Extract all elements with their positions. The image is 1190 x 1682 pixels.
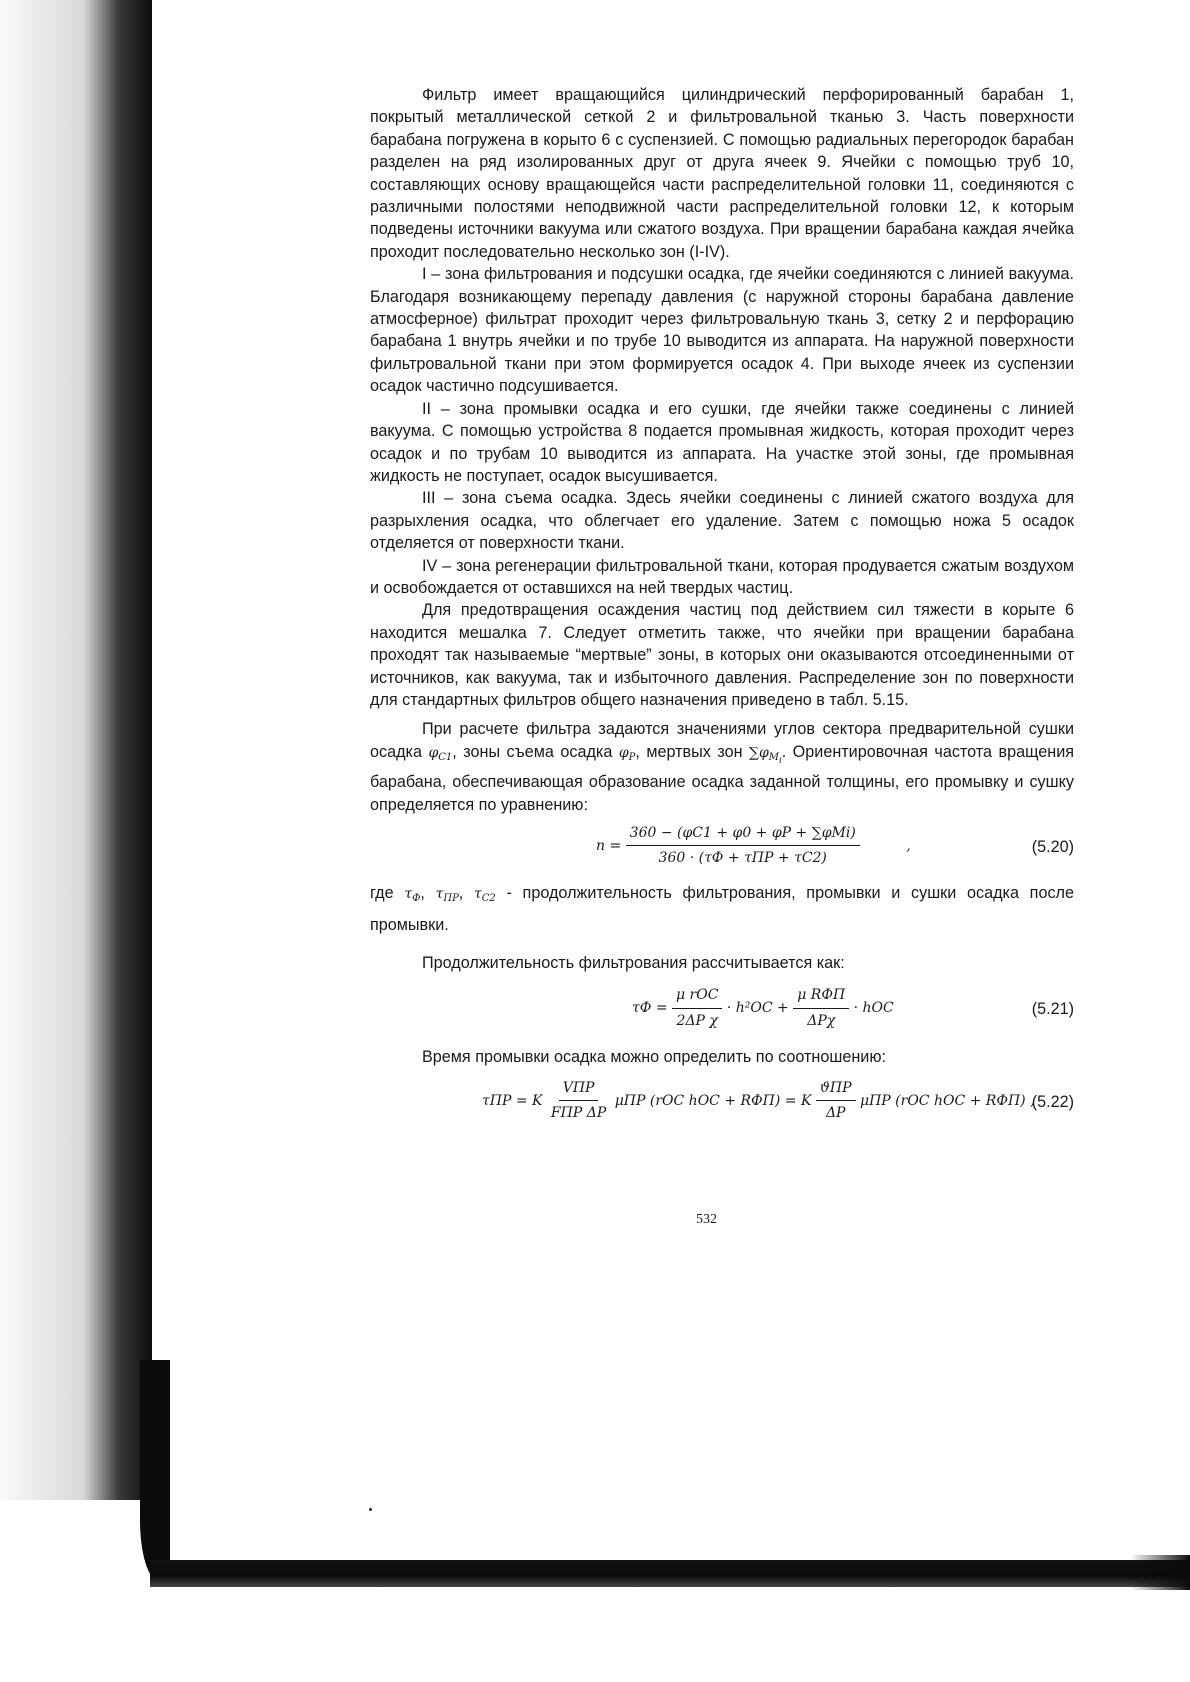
equation-fraction [626, 822, 860, 870]
symbol-phi-c1: $\varphi_{C1}$ [428, 744, 453, 763]
paragraph: Для предотвращения осаждения частиц под действием сил тяжести в корыте 6 находится мешалка 7. Следует отметить также, что ячейки при вращении барабана проходят так называемые “мертвые” зоны, в которых они оказываются отсоединенными от источников, как вакуума, так и избыточного давления. Распределение зон по поверхности для стандартных фильтров общего назначения приведено в табл. 5.15. [370, 601, 1074, 709]
equation-lhs: τФ = [632, 1000, 668, 1017]
equation-numerator: μ RФП [793, 984, 849, 1008]
scan-speck [369, 1508, 372, 1511]
equation-tail: μПР (rОС hОС + RФП) , [859, 1092, 1035, 1109]
equation-denominator: ΔP [825, 1105, 846, 1122]
equation-middle: μПР (rОС hОС + RФП) = K [614, 1092, 812, 1109]
equation-denominator: 360 · (τФ + τПР + τС2) [658, 850, 827, 867]
paragraph: III – зона съема осадка. Здесь ячейки соединены с линией сжатого воздуха для разрыхления осадка, что облегчает его удаление. Затем с помощью ножа 5 осадок отделяется от поверхности ткани. [370, 489, 1074, 553]
calc-intro-text: При расчете фильтра задаются значениями углов сектора предварительной сушки осадка [370, 720, 1074, 761]
symbol-phi-p: $\varphi_P$ [618, 744, 636, 763]
document-page [370, 84, 1074, 1135]
equation-5-22 [370, 1077, 1074, 1129]
equation-numerator: ϑПР [816, 1077, 856, 1101]
equation-denominator: FПР ΔP [550, 1105, 607, 1122]
symbol-tau-c2: $\tau_{С2}$ [474, 886, 496, 904]
scan-shadow-left [0, 0, 152, 1500]
equation-number: (5.20) [1031, 838, 1074, 856]
equation-fraction [793, 984, 849, 1032]
equation-lhs: n = [596, 837, 622, 854]
equation-5-21 [370, 984, 1074, 1036]
equation-denominator: ΔPχ [807, 1012, 836, 1029]
equation-comma: , [906, 837, 911, 854]
equation-fraction [672, 984, 722, 1032]
equation-number: (5.22) [1031, 1092, 1074, 1111]
scan-shadow-bottom-edge [1130, 1555, 1190, 1590]
scan-shadow-bottom [150, 1560, 1190, 1587]
calc-intro-text: , зоны съема осадка [452, 742, 619, 761]
where-paragraph: где $\tau_Ф$, $\tau_{ПР}$, $\tau_{С2}$ - продолжительность фильтрования, промывки и сушки осадка после промывки. [370, 884, 1074, 934]
paragraph: Фильтр имеет вращающийся цилиндрический перфорированный барабан 1, покрытый металлической сеткой 2 и фильтровальной тканью 3. Часть поверхности барабана погружена в корыто 6 с суспензией. С помощью радиальных перегородок барабан разделен на ряд изолированных друг от друга ячеек 9. Ячейки с помощью труб 10, составляющих основу вращающейся части распределительной головки 11, соединяются с различными полостями неподвижной части распределительной головки 12, к которым подведены источники вакуума или сжатого воздуха. При вращении барабана каждая ячейка проходит последовательно несколько зон (I-IV). [370, 86, 1074, 261]
wash-intro: Время промывки осадка можно определить по соотношению: [422, 1048, 886, 1067]
equation-numerator: μ rОС [672, 984, 722, 1008]
symbol-tau-f: $\tau_Ф$ [404, 886, 421, 904]
calc-intro-text: , мертвых зон [635, 742, 749, 761]
equation-fraction [816, 1077, 856, 1125]
equation-middle: · h²ОС + [726, 1000, 789, 1017]
equation-lhs: τПР = K [482, 1092, 543, 1109]
calc-intro-text: . Ориентировочная частота вращения барабана, обеспечивающая образование осадка заданной толщины, его промывку и сушку определяется по уравнению: [370, 742, 1075, 814]
filtration-intro: Продолжительность фильтрования рассчитывается как: [422, 954, 845, 972]
equation-number: (5.21) [1031, 1000, 1074, 1019]
symbol-sum-phi-m: $\sum\varphi_{M_i}$ [749, 744, 782, 765]
paragraph: II – зона промывки осадка и его сушки, где ячейки также соединены с линией вакуума. С помощью устройства 8 подается промывная жидкость, которая проходит через осадок и по трубам 10 выводится из аппарата. На участке этой зоны, где промывная жидкость не поступает, осадок высушивается. [370, 399, 1074, 485]
paragraph: IV – зона регенерации фильтровальной ткани, которая продувается сжатым воздухом и освобождается от оставшихся на ней твердых частиц. [370, 556, 1074, 597]
equation-5-20 [370, 822, 1074, 874]
where-text: - продолжительность фильтрования, промывки и сушки осадка после промывки. [370, 884, 1074, 934]
equation-numerator: VПР [559, 1077, 599, 1101]
paragraph: I – зона фильтрования и подсушки осадка, где ячейки соединяются с линией вакуума. Благодаря возникающему перепаду давления (с наружной стороны барабана давление атмосферное) фильтрат проходит через фильтровальную ткань 3, сетку 2 и перфорацию барабана 1 внутрь ячейки и по трубе 10 выводится из аппарата. На наружной поверхности фильтровальной ткани при этом формируется осадок 4. При выходе ячеек из суспензии осадок частично подсушивается. [370, 265, 1074, 396]
equation-fraction [547, 1077, 610, 1125]
equation-denominator: 2ΔP χ [676, 1012, 718, 1029]
calc-intro-paragraph [370, 718, 1074, 816]
equation-numerator: 360 − (φC1 + φ0 + φP + ∑φMi) [626, 822, 860, 846]
where-text: где [370, 884, 405, 902]
symbol-tau-pr: $\tau_{ПР}$ [435, 886, 459, 904]
page-number: 532 [696, 1212, 717, 1227]
scan-shadow-corner [140, 1360, 170, 1580]
equation-tail: · hОС [853, 1000, 894, 1017]
